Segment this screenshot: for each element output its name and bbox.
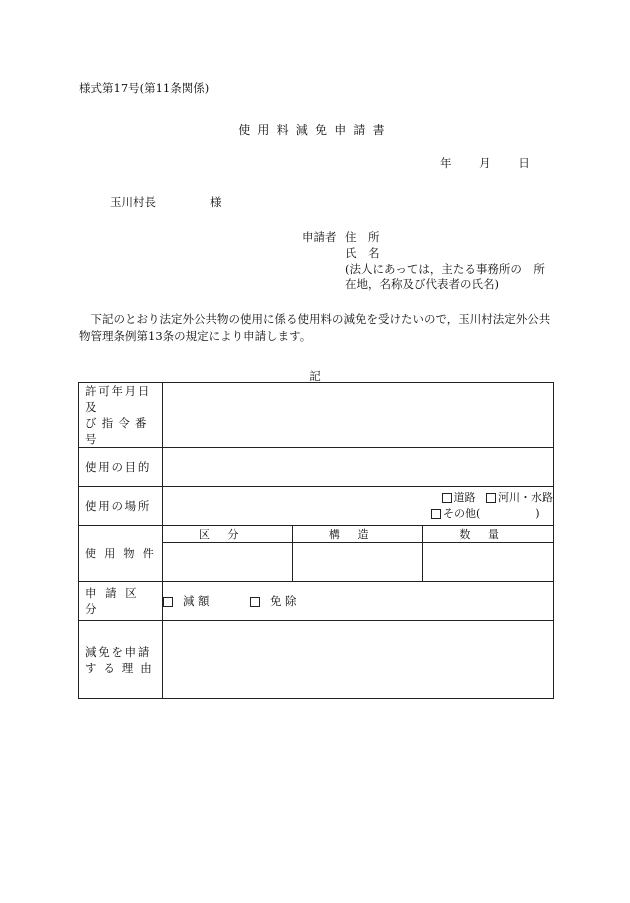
date-year: 年: [440, 156, 452, 170]
exempt-checkbox[interactable]: [250, 597, 260, 607]
applicant-label: 申請者: [302, 230, 337, 244]
river-checkbox[interactable]: [486, 493, 496, 503]
applicant-note-line2: 在地，名称及び代表者の氏名): [345, 277, 499, 291]
road-checkbox[interactable]: [442, 493, 452, 503]
applicant-address-label: 住 所: [345, 230, 380, 244]
reduce-checkbox[interactable]: [163, 597, 173, 607]
form-number: 様式第17号(第11条関係): [79, 81, 210, 95]
reason-value-field[interactable]: [163, 621, 554, 699]
permit-label-line1: 許可年月日及: [85, 384, 152, 414]
addressee-honorific: 様: [210, 195, 222, 209]
col-kubun-header: 区分: [163, 526, 293, 543]
place-label: 使用の場所: [79, 487, 163, 526]
date-line: [440, 155, 554, 171]
request-body-text: 下記のとおり法定外公共物の使用に係る使用料の減免を受けたいので，玉川村法定外公共物管理条例第13条の規定により申請します。: [79, 312, 551, 343]
applicant-name-label: 氏 名: [345, 246, 380, 260]
applicant-note-line1: (法人にあっては，主たる事務所の 所: [345, 262, 545, 276]
reason-label: [79, 621, 163, 699]
exempt-option-label: 免除: [270, 594, 300, 608]
permit-label-line2: び指令番号: [85, 416, 152, 446]
date-day: 日: [518, 156, 530, 170]
document-title: 使用料減免申請書: [238, 123, 392, 137]
permit-label: [79, 383, 163, 448]
application-table: [78, 382, 554, 699]
addressee-name: 玉川村長: [110, 195, 156, 209]
col-kouzou-header: 構造: [293, 526, 423, 543]
river-option-label: 河川・水路: [498, 491, 554, 504]
place-value-field[interactable]: [163, 487, 554, 526]
col-suuryou-header: 数量: [423, 526, 554, 543]
reason-label-line2: する理由: [85, 660, 159, 675]
class-label: 申請区分: [79, 582, 163, 621]
item-kouzou-field[interactable]: [293, 543, 423, 582]
purpose-value-field[interactable]: [163, 448, 554, 487]
reason-label-line1: 減免を申請: [85, 644, 152, 659]
addressee: [110, 194, 222, 210]
items-label: 使用物件: [79, 526, 163, 582]
permit-value-field[interactable]: [163, 383, 554, 448]
other-checkbox[interactable]: [431, 509, 441, 519]
item-suuryou-field[interactable]: [423, 543, 554, 582]
date-month: 月: [479, 156, 491, 170]
road-option-label: 道路: [453, 491, 476, 504]
other-option-label: その他( ): [443, 507, 540, 520]
reduce-option-label: 減額: [183, 594, 213, 608]
item-kubun-field[interactable]: [163, 543, 293, 582]
ki-heading: 記: [309, 369, 321, 383]
class-options: [163, 582, 554, 621]
purpose-label: 使用の目的: [79, 448, 163, 487]
